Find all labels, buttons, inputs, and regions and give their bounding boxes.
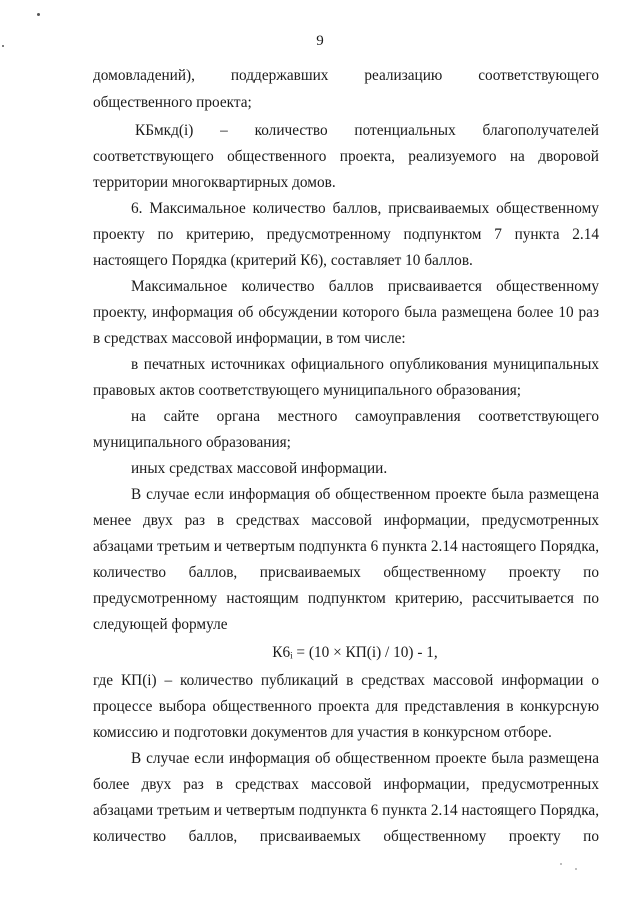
text-line: территории многоквартирных домов. xyxy=(93,174,336,191)
text-line: соответствующего общественного проекта, реализуемого на дворовой xyxy=(93,148,599,165)
text-line: в печатных источниках официального опубликования муниципальных xyxy=(131,356,599,373)
text-line: абзацами третьим и четвертым подпункта 6 пункта 2.14 настоящего Порядка, xyxy=(93,802,600,819)
text-line: правовых актов соответствующего муниципального образования; xyxy=(93,382,522,399)
text-line: муниципального образования; xyxy=(93,434,291,451)
text-line: иных средствах массовой информации. xyxy=(131,460,388,477)
text-line: настоящего Порядка (критерий К6), составляет 10 баллов. xyxy=(93,252,473,269)
text-line: Максимальное количество баллов присваивается общественному xyxy=(131,278,599,295)
text-line: менее двух раз в средствах массовой информации, предусмотренных xyxy=(93,512,599,529)
text-line: 6. Максимальное количество баллов, присваиваемых общественному xyxy=(131,200,599,217)
text-line: абзацами третьим и четвертым подпункта 6 пункта 2.14 настоящего Порядка, xyxy=(93,538,600,555)
scan-speck xyxy=(575,868,577,870)
text-line: где КП(i) – количество публикаций в средствах массовой информации о xyxy=(93,672,599,689)
text-line: в средствах массовой информации, в том числе: xyxy=(93,330,406,347)
text-line: количество баллов, присваиваемых общественному проекту по xyxy=(93,828,599,845)
text-line: следующей формуле xyxy=(93,616,228,633)
text-line: КБмкд(i) – количество потенциальных благополучателей xyxy=(135,122,599,139)
text-line: процессе выбора общественного проекта для представления в конкурсную xyxy=(93,698,599,715)
text-line: общественного проекта; xyxy=(93,94,252,111)
text-line: В случае если информация об общественном проекте была размещена xyxy=(131,750,599,767)
text-line: проекту по критерию, предусмотренному подпунктом 7 пункта 2.14 xyxy=(93,226,599,243)
text-line: В случае если информация об общественном проекте была размещена xyxy=(131,486,599,503)
text-line: на сайте органа местного самоуправления соответствующего xyxy=(131,408,599,425)
text-line: более двух раз в средствах массовой информации, предусмотренных xyxy=(93,776,599,793)
text-line: проекту, информация об обсуждении которого была размещена более 10 раз xyxy=(93,304,599,321)
text-line: количество баллов, присваиваемых общественному проекту по xyxy=(93,564,599,581)
scan-speck xyxy=(2,45,4,47)
text-line: предусмотренному настоящим подпунктом критерию, рассчитывается по xyxy=(93,590,599,607)
scan-speck xyxy=(37,13,40,16)
text-line: домовладений), поддержавших реализацию соответствующего xyxy=(93,67,599,84)
text-line: комиссию и подготовки документов для участия в конкурсном отборе. xyxy=(93,724,552,741)
formula: К6ᵢ = (10 × КП(i) / 10) - 1, xyxy=(272,644,438,661)
scan-speck xyxy=(560,863,562,865)
page-number: 9 xyxy=(316,33,324,49)
